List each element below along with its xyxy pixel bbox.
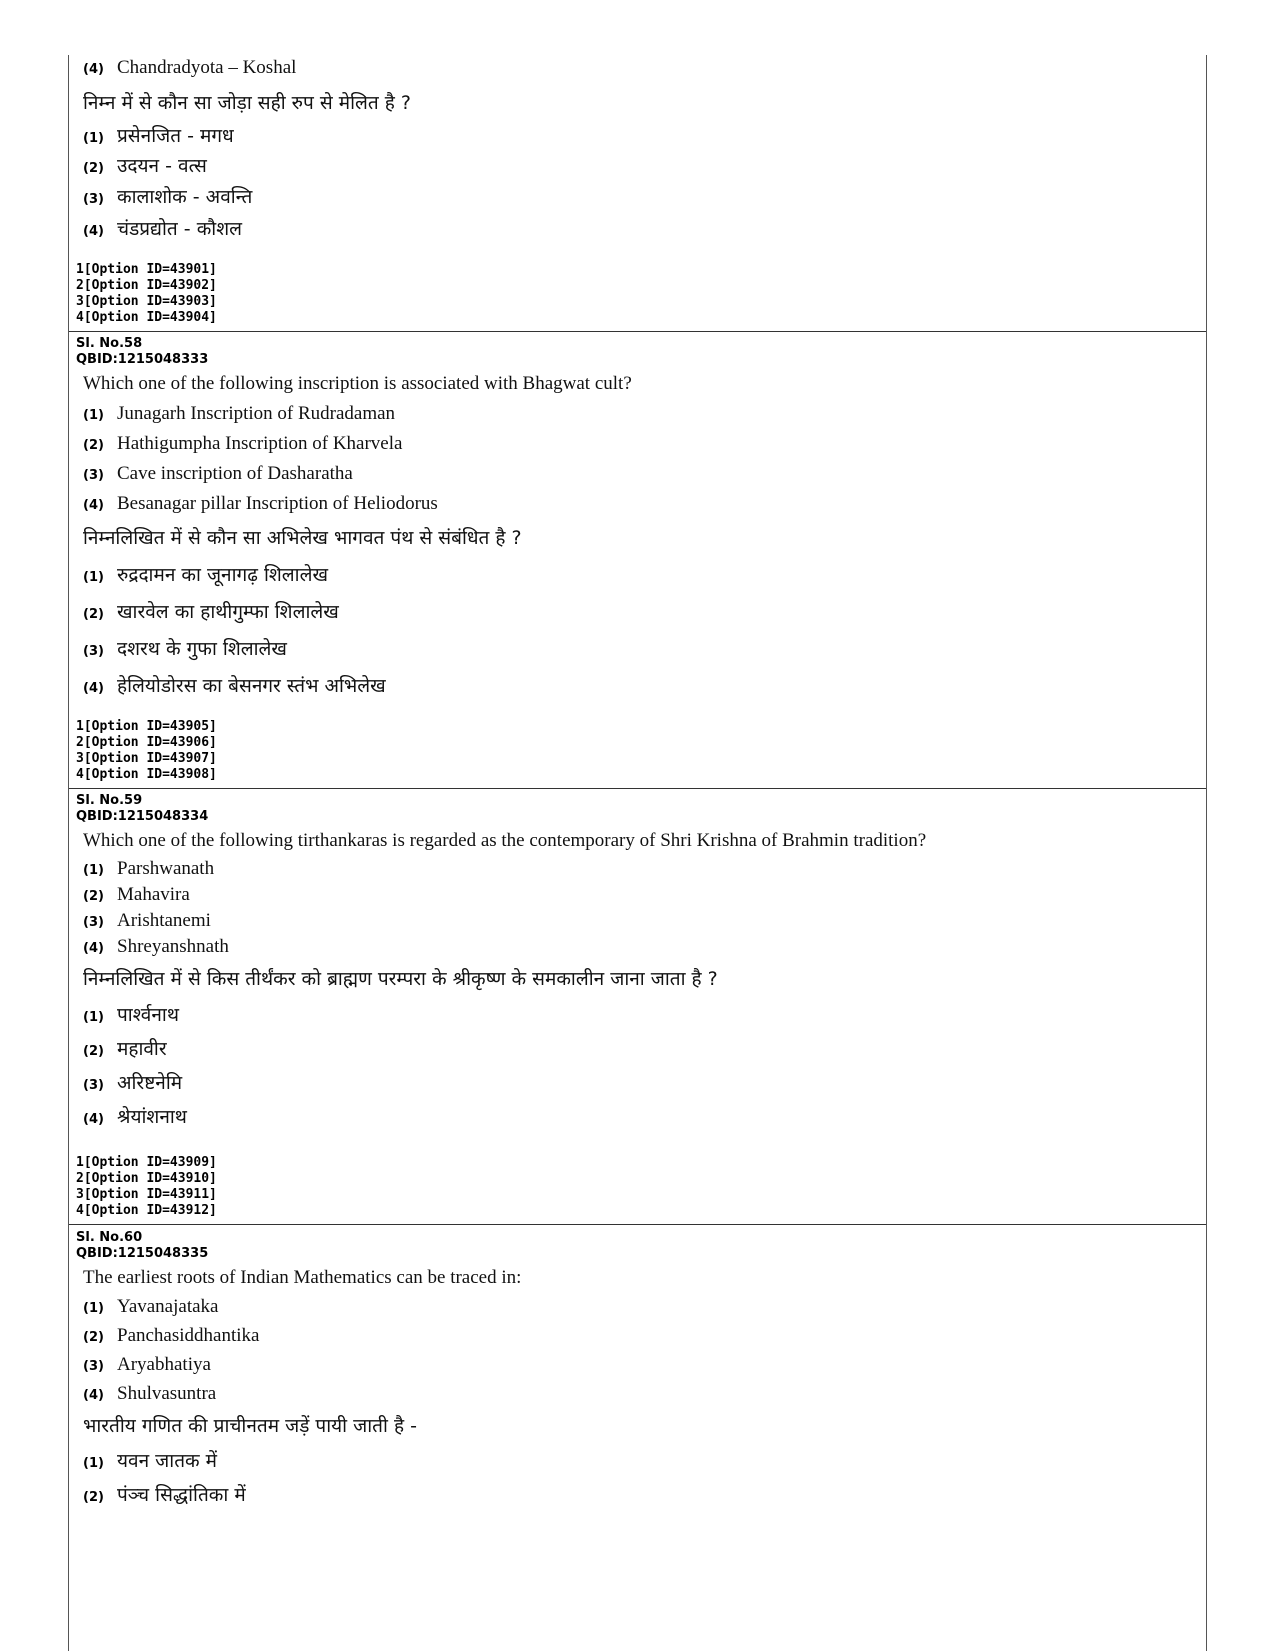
option-number: (2): [83, 1044, 104, 1059]
question-text-hindi: निम्नलिखित में से किस तीर्थंकर को ब्राह्मण परम्परा के श्रीकृष्ण के समकालीन जाना जाता है ?: [83, 968, 718, 990]
option-number: (3): [83, 644, 104, 659]
option-id-list: [69, 719, 217, 783]
option-text: चंडप्रद्योत - कौशल: [117, 218, 243, 240]
option-number: (1): [83, 863, 104, 878]
qbid: QBID:1215048333: [76, 352, 209, 367]
option-text: प्रसेनजित - मगध: [117, 125, 234, 147]
option-text: महावीर: [117, 1038, 167, 1060]
option-text: Mahavira: [117, 884, 190, 905]
option-en-3: [69, 908, 1206, 934]
question-text-hindi: निम्नलिखित में से कौन सा अभिलेख भागवत पंथ से संबंधित है ?: [83, 527, 522, 549]
option-id-list: [69, 1155, 217, 1219]
option-number: (4): [83, 62, 104, 77]
option-id: 1[Option ID=43909]: [76, 1155, 217, 1170]
question-divider: [69, 1224, 1206, 1225]
option-number: (2): [83, 1490, 104, 1505]
option-id-list: [69, 262, 217, 326]
option-en-1: [69, 1293, 1206, 1321]
question-60: [69, 1230, 1206, 1512]
option-number: (2): [83, 161, 104, 176]
option-number: (4): [83, 681, 104, 696]
option-text: Shulvasuntra: [117, 1383, 217, 1404]
option-number: (4): [83, 224, 104, 239]
option-number: (4): [83, 1112, 104, 1127]
option-text: हेलियोडोरस का बेसनगर स्तंभ अभिलेख: [117, 675, 386, 697]
option-number: (4): [83, 498, 104, 513]
option-hi-4: [69, 668, 1206, 705]
option-number: (3): [83, 468, 104, 483]
question-58: [69, 336, 1206, 705]
question-divider: [69, 788, 1206, 789]
option-number: (4): [83, 1388, 104, 1403]
option-text: श्रेयांशनाथ: [117, 1106, 187, 1128]
option-text: रुद्रदामन का जूनागढ़ शिलालेख: [117, 564, 329, 586]
option-number: (1): [83, 1010, 104, 1025]
question-text-english: The earliest roots of Indian Mathematics can be traced in:: [83, 1267, 522, 1288]
option-hi-3: [69, 1066, 1206, 1100]
option-id: 1[Option ID=43905]: [76, 719, 217, 734]
option-hi-1: [69, 557, 1206, 594]
option-hi-1: [69, 1444, 1206, 1478]
option-text: Panchasiddhantika: [117, 1325, 260, 1346]
option-en-2: [69, 882, 1206, 908]
option-id: 4[Option ID=43908]: [76, 767, 217, 782]
option-id: 2[Option ID=43902]: [76, 278, 217, 293]
option-text: पंञ्च सिद्धांतिका में: [117, 1484, 246, 1506]
option-number: (1): [83, 570, 104, 585]
option-number: (1): [83, 131, 104, 146]
option-en-1: [69, 399, 1206, 429]
option-hi-2: [69, 594, 1206, 631]
option-text: कालाशोक - अवन्ति: [117, 186, 253, 208]
option-en-4: [69, 489, 1206, 519]
option-text: Yavanajataka: [117, 1296, 219, 1317]
question-text-english: Which one of the following inscription is associated with Bhagwat cult?: [83, 373, 632, 394]
option-hi-2: [69, 151, 1206, 181]
option-id: 3[Option ID=43907]: [76, 751, 217, 766]
option-hi-3: [69, 181, 1206, 213]
option-hi-3: [69, 631, 1206, 668]
option-id: 4[Option ID=43912]: [76, 1203, 217, 1218]
option-en-2: [69, 429, 1206, 459]
question-text-hindi: भारतीय गणित की प्राचीनतम जड़ें पायी जाती है -: [83, 1415, 417, 1437]
option-en-3: [69, 1350, 1206, 1379]
option-text: Arishtanemi: [117, 910, 211, 931]
option-text: उदयन - वत्स: [117, 155, 207, 177]
option-text: Shreyanshnath: [117, 936, 229, 957]
option-number: (3): [83, 1359, 104, 1374]
question-57-tail: [69, 55, 1206, 245]
option-hi-4: [69, 213, 1206, 245]
option-hi-2: [69, 1032, 1206, 1066]
option-text: Chandradyota – Koshal: [117, 57, 297, 78]
option-en-3: [69, 459, 1206, 489]
option-id: 2[Option ID=43906]: [76, 735, 217, 750]
option-number: (2): [83, 607, 104, 622]
serial-number: Sl. No.58: [76, 336, 143, 351]
option-number: (1): [83, 1301, 104, 1316]
option-number: (3): [83, 915, 104, 930]
question-text-hindi: निम्न में से कौन सा जोड़ा सही रुप से मेलित है ?: [83, 92, 412, 114]
option-id: 2[Option ID=43910]: [76, 1171, 217, 1186]
option-text: Parshwanath: [117, 858, 215, 879]
option-number: (1): [83, 408, 104, 423]
question-paper-page: [68, 55, 1207, 1651]
qbid: QBID:1215048334: [76, 809, 209, 824]
option-text: पार्श्वनाथ: [117, 1004, 179, 1026]
option-text: अरिष्टनेमि: [117, 1072, 183, 1094]
option-id: 4[Option ID=43904]: [76, 310, 217, 325]
option-hi-2: [69, 1478, 1206, 1512]
option-number: (2): [83, 438, 104, 453]
option-hi-1: [69, 998, 1206, 1032]
option-number: (4): [83, 941, 104, 956]
serial-number: Sl. No.59: [76, 793, 143, 808]
question-divider: [69, 331, 1206, 332]
option-text: Junagarh Inscription of Rudradaman: [117, 403, 396, 424]
option-id: 3[Option ID=43903]: [76, 294, 217, 309]
question-59: [69, 793, 1206, 1134]
option-number: (2): [83, 889, 104, 904]
option-number: (3): [83, 192, 104, 207]
option-number: (1): [83, 1456, 104, 1471]
option-id: 3[Option ID=43911]: [76, 1187, 217, 1202]
option-hi-1: [69, 121, 1206, 151]
option-hi-4: [69, 1100, 1206, 1134]
option-number: (3): [83, 1078, 104, 1093]
option-en-4: [69, 934, 1206, 960]
qbid: QBID:1215048335: [76, 1246, 209, 1261]
option-text: Aryabhatiya: [117, 1354, 211, 1375]
option-text: Cave inscription of Dasharatha: [117, 463, 353, 484]
option-text: Besanagar pillar Inscription of Heliodorus: [117, 493, 438, 514]
question-text-english: Which one of the following tirthankaras is regarded as the contemporary of Shri Krishna of Brahmin tradition?: [83, 830, 927, 851]
option-text: Hathigumpha Inscription of Kharvela: [117, 433, 403, 454]
option-en-2: [69, 1321, 1206, 1350]
option-text: यवन जातक में: [117, 1450, 218, 1472]
option-en-4: [69, 1379, 1206, 1408]
option-en-4: [69, 55, 1206, 85]
option-text: खारवेल का हाथीगुम्फा शिलालेख: [117, 601, 339, 623]
serial-number: Sl. No.60: [76, 1230, 143, 1245]
option-id: 1[Option ID=43901]: [76, 262, 217, 277]
option-text: दशरथ के गुफा शिलालेख: [117, 638, 287, 660]
option-en-1: [69, 856, 1206, 882]
option-number: (2): [83, 1330, 104, 1345]
